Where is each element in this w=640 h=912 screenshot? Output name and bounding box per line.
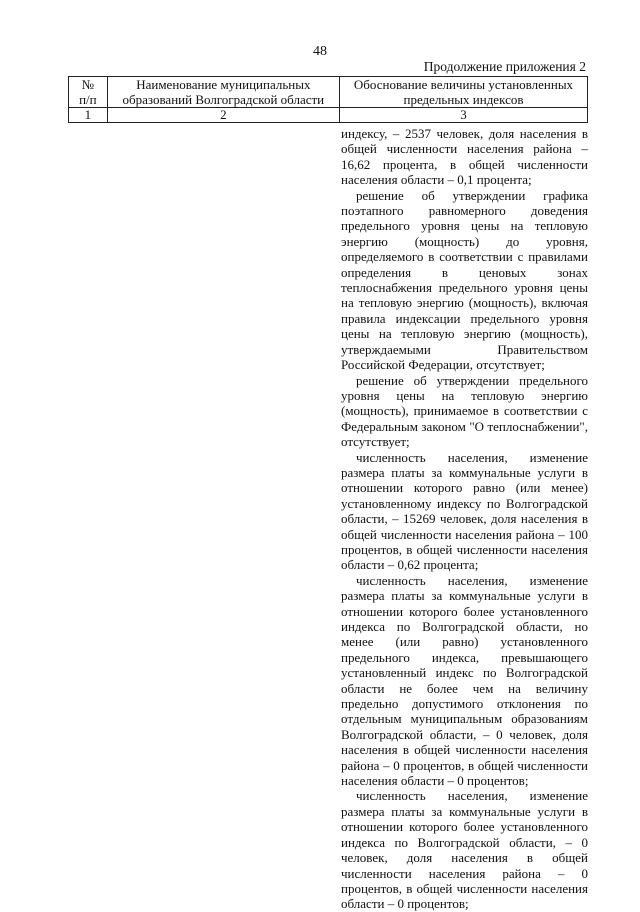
header-line: образований Волгоградской области (122, 92, 325, 107)
paragraph: индексу, – 2537 человек, доля населения в общей численности населения района – 16,62 процента, в общей численности населения области – 0,1 процента; (341, 126, 588, 188)
paragraph: решение об утверждении предельного уровня цены на тепловую энергию (мощность), принимаемое в соответствии с Федеральным законом "О теплоснабжении", отсутствует; (341, 372, 588, 450)
header-line: Обоснование величины установленных (353, 77, 574, 92)
paragraph: численность населения, изменение размера платы за коммунальные услуги в отношении которого более установленного индекса по Волгоградской области, но менее (или равно) установленного предельного индекса, превышающего установленный индекс по Волгоградской области не более чем на величину предельно допустимого отклонения по отдельным муниципальным образованиям Волгоградской области, – 0 человек, доля населения в общей численности населения района – 0 процентов, в общей численности населения области – 0 процентов; (341, 572, 588, 789)
table-column-numbers-row (69, 108, 588, 123)
header-cell-municipality (107, 77, 339, 108)
header-line: п/п (79, 92, 97, 107)
paragraph: численность населения, изменение размера платы за коммунальные услуги в отношении которого равно (или менее) установленному индексу по Волгоградской области, – 15269 человек, доля населения в общей численности населения района – 100 процентов, в общей численности населения области – 0,62 процента; (341, 449, 588, 573)
header-cell-number (69, 77, 108, 108)
column-number-cell: 3 (339, 108, 587, 123)
header-line: № (81, 77, 95, 92)
column-number-cell: 2 (107, 108, 339, 123)
header-line: Наименование муниципальных (136, 77, 311, 92)
page-number: 48 (313, 44, 327, 59)
column-number-cell: 1 (69, 108, 108, 123)
table-header-row (69, 77, 588, 108)
paragraph: решение об утверждении графика поэтапного равномерного доведения предельного уровня цены на тепловую энергию (мощность) до уровня, определяемого в соответствии с правилами определения в ценовых зонах теплоснабжения предельного уровня цены на тепловую энергию (мощность), включая правила индексации предельного уровня цены на тепловую энергию (мощность), утверждаемыми Правительством Российской Федерации, отсутствует; (341, 187, 588, 373)
header-line: предельных индексов (403, 92, 524, 107)
header-table (68, 76, 588, 123)
paragraph: численность населения, изменение размера платы за коммунальные услуги в отношении которого более установленного индекса по Волгоградской области, – 0 человек, доля населения в общей численности населения района – 0 процентов, в общей численности населения области – 0 процентов; (341, 788, 588, 912)
justification-text (341, 126, 588, 912)
header-cell-justification (339, 77, 587, 108)
continuation-label: Продолжение приложения 2 (423, 59, 586, 74)
